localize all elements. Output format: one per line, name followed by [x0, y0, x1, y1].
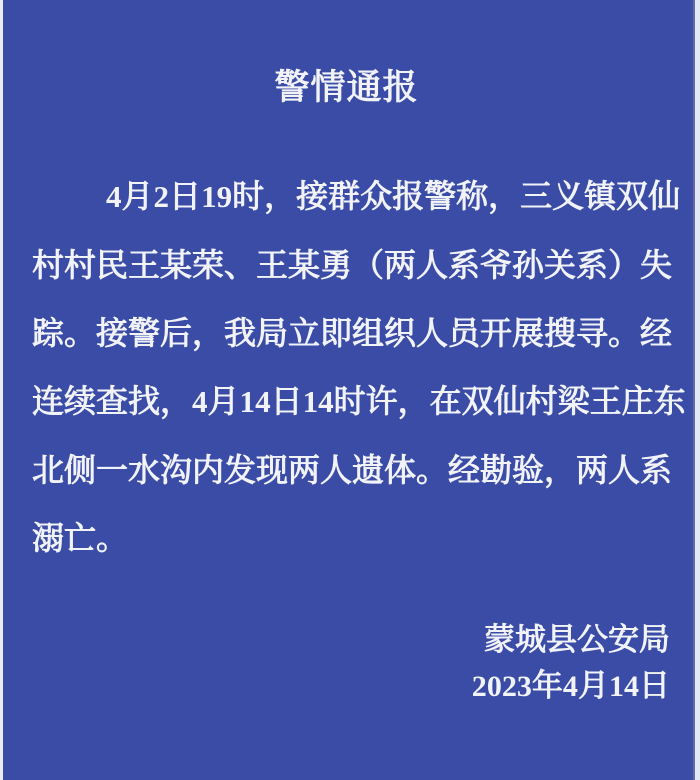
body-line: 踪。接警后，我局立即组织人员开展搜寻。经 [32, 315, 673, 351]
right-edge-strip [693, 0, 700, 780]
body-line: 连续查找，4月14日14时许，在双仙村梁王庄东 [32, 383, 686, 419]
body-line: 村村民王某荣、王某勇（两人系爷孙关系）失 [32, 247, 673, 283]
body-line: 4月2日19时，接群众报警称，三义镇双仙 [106, 178, 681, 214]
notice-title: 警情通报 [274, 68, 419, 107]
body-line: 北侧一水沟内发现两人遗体。经勘验，两人系 [32, 452, 673, 488]
body-line: 溺亡。 [32, 520, 129, 556]
issue-date: 2023年4月14日 [471, 668, 670, 703]
left-edge-strip [0, 0, 3, 780]
notice-body [32, 162, 686, 572]
issuer-name: 蒙城县公安局 [484, 622, 670, 657]
signature-block [472, 617, 670, 709]
